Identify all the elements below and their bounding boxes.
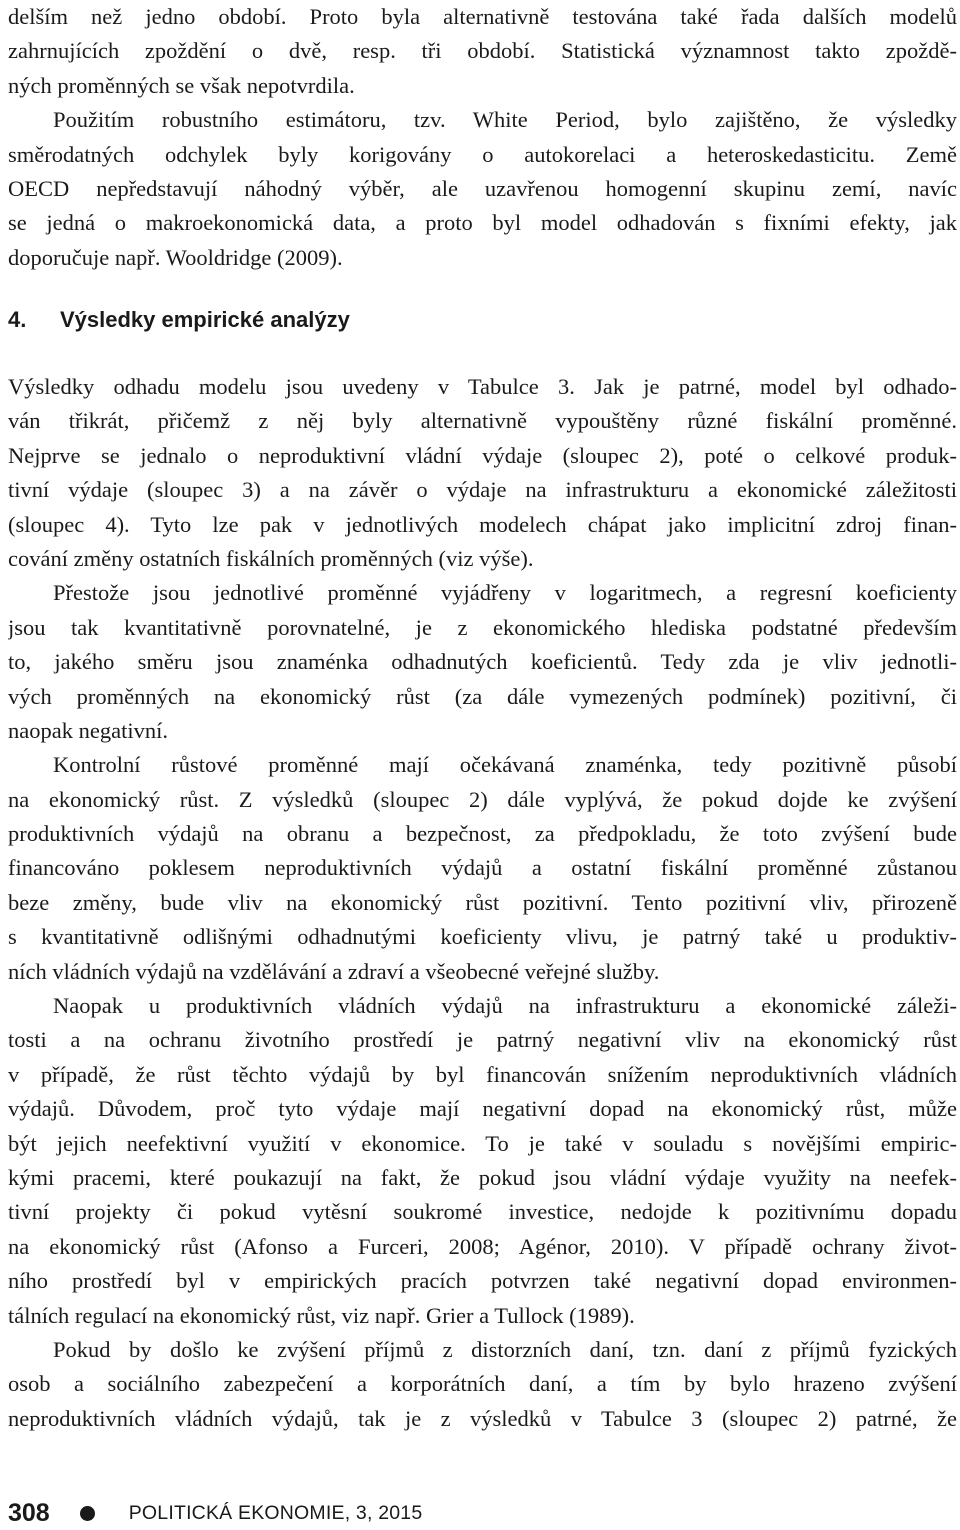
body-text-top — [8, 0, 957, 275]
text-line: Výsledky odhadu modelu jsou uvedeny v Tabulce 3. Jak je patrné, model byl odhado- — [8, 374, 957, 399]
text-line: zahrnujících zpoždění o dvě, resp. tři období. Statistická významnost takto zpoždě- — [8, 38, 957, 64]
text-line: cování změny ostatních fiskálních proměnných (viz výše). — [8, 545, 534, 571]
page-number: 308 — [8, 1498, 50, 1527]
journal-name: POLITICKÁ EKONOMIE, 3, 2015 — [128, 1501, 423, 1524]
text-line: naopak negativní. — [8, 717, 168, 743]
text-line: produktivních výdajů na obranu a bezpečnost, za předpokladu, že toto zvýšení bude — [8, 821, 957, 847]
text-line: financováno poklesem neproduktivních výdajů a ostatní fiskální proměnné zůstanou — [8, 855, 957, 881]
text-line: ních vládních výdajů na vzdělávání a zdraví a všeobecné veřejné služby. — [8, 958, 660, 984]
text-line: tivní výdaje (sloupec 3) a na závěr o výdaje na infrastrukturu a ekonomické záležitosti — [8, 477, 957, 503]
text-line: jsou tak kvantitativně porovnatelné, je z ekonomického hlediska podstatné především — [8, 614, 957, 640]
text-line: neproduktivních vládních výdajů, tak je z výsledků v Tabulce 3 (sloupec 2) patrné, že — [8, 1405, 957, 1431]
text-line: delším než jedno období. Proto byla alternativně testována také řada dalších modelů — [8, 4, 957, 29]
text-line: (sloupec 4). Tyto lze pak v jednotlivých modelech chápat jako implicitní zdroj finan- — [8, 511, 957, 537]
text-line: ných proměnných se však nepotvrdila. — [8, 72, 355, 98]
text-line: osob a sociálního zabezpečení a korporátních daní, a tím by bylo hrazeno zvýšení — [8, 1371, 957, 1397]
text-line: tivní projekty či pokud vytěsní soukromé investice, nedojde k pozitivnímu dopadu — [8, 1199, 957, 1225]
text-line: v případě, že růst těchto výdajů by byl financován snížením neproduktivních vládních — [8, 1061, 957, 1087]
text-line: být jejich neefektivní využití v ekonomice. To je také v souladu s novějšími empiric- — [8, 1130, 957, 1156]
text-line: výdajů. Důvodem, proč tyto výdaje mají negativní dopad na ekonomický růst, může — [8, 1096, 957, 1122]
text-line: Nejprve se jednalo o neproduktivní vládní výdaje (sloupec 2), poté o celkové produk- — [8, 442, 957, 468]
text-line: tosti a na ochranu životního prostředí je patrný negativní vliv na ekonomický růst — [8, 1027, 957, 1053]
text-line: Kontrolní růstové proměnné mají očekávaná znaménka, tedy pozitivně působí — [53, 752, 957, 778]
page-footer — [8, 1496, 422, 1530]
text-line: vých proměnných na ekonomický růst (za dále vymezených podmínek) pozitivní, či — [8, 683, 957, 709]
text-line: Pokud by došlo ke zvýšení příjmů z distorzních daní, tzn. daní z příjmů fyzických — [53, 1336, 957, 1362]
text-line: tálních regulací na ekonomický růst, viz např. Grier a Tullock (1989). — [8, 1302, 635, 1328]
section-heading — [8, 307, 350, 333]
section-title: Výsledky empirické analýzy — [60, 307, 350, 332]
text-line: směrodatných odchylek byly korigovány o autokorelaci a heteroskedasticitu. Země — [8, 141, 957, 167]
text-line: doporučuje např. Wooldridge (2009). — [8, 244, 343, 270]
text-line: na ekonomický růst. Z výsledků (sloupec 2) dále vyplývá, že pokud dojde ke zvýšení — [8, 786, 957, 812]
text-line: se jedná o makroekonomická data, a proto byl model odhadován s fixními efekty, jak — [8, 210, 957, 236]
text-line: ván třikrát, přičemž z něj byly alternativně vypouštěny různé fiskální proměnné. — [8, 408, 957, 434]
text-line: Naopak u produktivních vládních výdajů na infrastrukturu a ekonomické záleži- — [53, 993, 957, 1019]
body-text-main — [8, 370, 957, 1436]
text-line: Použitím robustního estimátoru, tzv. White Period, bylo zajištěno, že výsledky — [53, 107, 957, 133]
text-line: na ekonomický růst (Afonso a Furceri, 2008; Agénor, 2010). V případě ochrany život- — [8, 1233, 957, 1259]
text-line: ního prostředí byl v empirických pracích potvrzen také negativní dopad environmen- — [8, 1268, 957, 1294]
text-line: OECD nepředstavují náhodný výběr, ale uzavřenou homogenní skupinu zemí, navíc — [8, 175, 957, 201]
text-line: beze změny, bude vliv na ekonomický růst pozitivní. Tento pozitivní vliv, přirozeně — [8, 889, 957, 915]
text-line: Přestože jsou jednotlivé proměnné vyjádřeny v logaritmech, a regresní koeficienty — [53, 580, 957, 606]
bullet-dot-icon — [80, 1506, 95, 1521]
text-line: to, jakého směru jsou znaménka odhadnutých koeficientů. Tedy zda je vliv jednotli- — [8, 649, 957, 675]
section-number: 4. — [8, 307, 27, 332]
text-line: kými pracemi, které poukazují na fakt, že pokud jsou vládní výdaje využity na neefek- — [8, 1164, 957, 1190]
text-line: s kvantitativně odlišnými odhadnutými koeficienty vlivu, je patrný také u produktiv- — [8, 924, 957, 950]
